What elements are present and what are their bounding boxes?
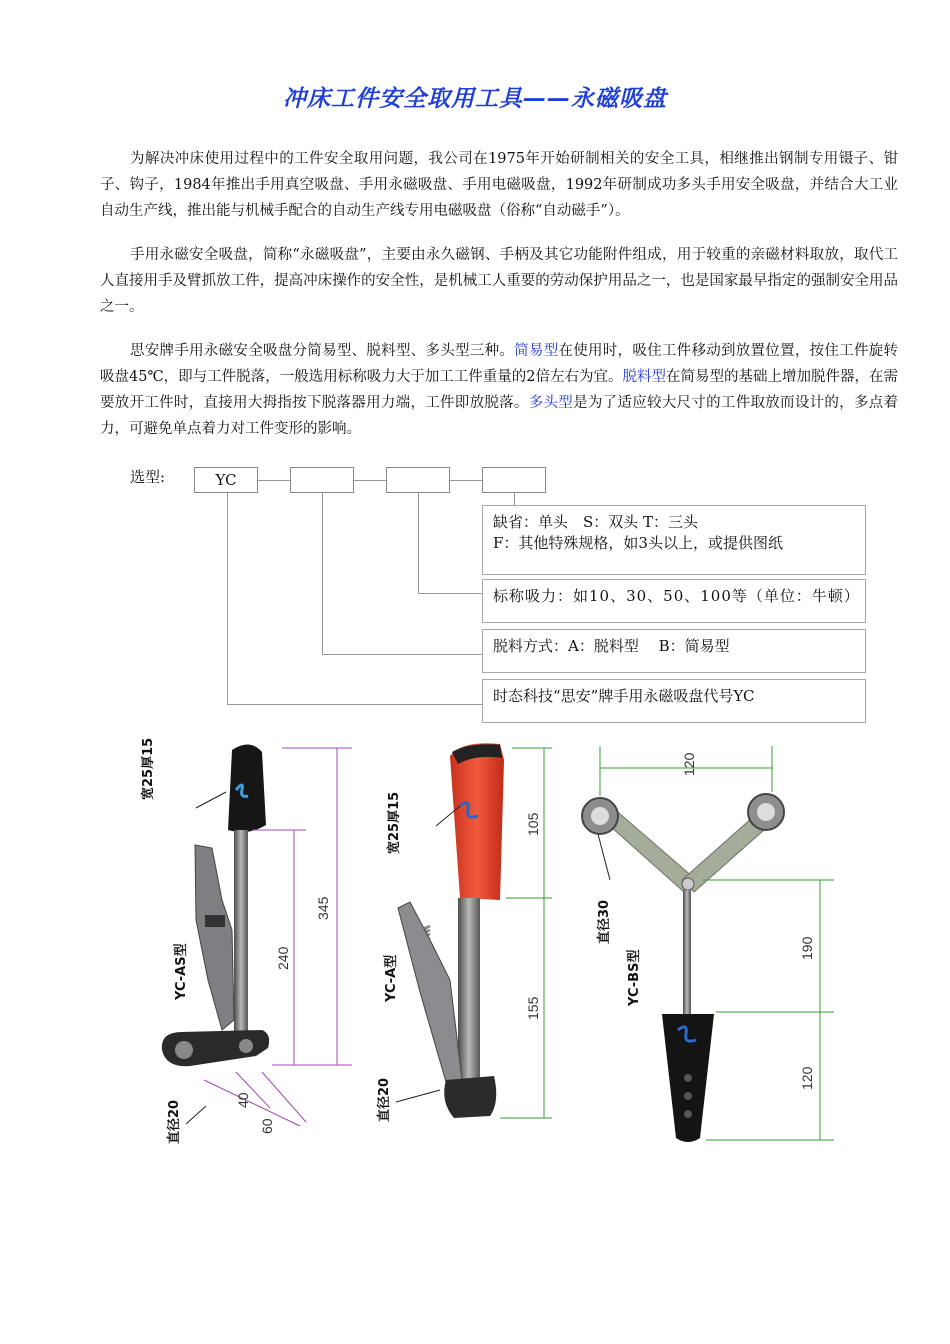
description-paragraph: 手用永磁安全吸盘，简称“永磁吸盘”，主要由永久磁钢、手柄及其它功能附件组成，用于较重的亲磁材料取放，取代工人直接用手及臂抓放工件，提高冲床操作的安全性，是机械工人重要的劳动保护用品之一，也是国家最早指定的强制安全用品之一。 <box>100 247 898 315</box>
a-model-label: YC-A型 <box>384 954 399 1002</box>
type-release-link[interactable]: 脱料型 <box>622 369 666 385</box>
bs-dim-120-top: 120 <box>681 752 697 776</box>
bs-model-label: YC-BS型 <box>627 949 642 1006</box>
bs-rod <box>683 890 691 1020</box>
connector-line <box>418 593 482 594</box>
figure-yc-as <box>140 738 352 1144</box>
as-dim-345: 345 <box>315 896 331 920</box>
as-dim-240: 240 <box>275 946 291 970</box>
figure-yc-a <box>376 743 552 1122</box>
as-handle-size-label: 宽25厚15 <box>141 737 156 800</box>
heads-description <box>482 505 866 575</box>
as-handle <box>228 744 266 832</box>
brand-description-text: 时态科技“思安”牌手用永磁吸盘代号YC <box>493 687 755 705</box>
connector-line <box>227 493 228 705</box>
connector-line <box>450 480 482 481</box>
type-multihead-link[interactable]: 多头型 <box>528 395 574 411</box>
connector-line <box>418 493 419 593</box>
connector-line <box>227 704 482 705</box>
a-dim-105: 105 <box>525 812 541 836</box>
type-release-text: 在简易型的基础上增加脱件器，在需要放开工件时，直接用大拇指按下脱落器用力端，工件即放脱落。 <box>100 369 899 411</box>
selection-label: 选型: <box>130 468 166 486</box>
connector-line <box>354 480 386 481</box>
a-handle-size-label: 宽25厚15 <box>387 791 402 854</box>
code-box-release <box>290 467 354 493</box>
heads-description-line1: 缺省：单头 S：双头 T：三头 <box>493 513 699 531</box>
type-simple-link[interactable]: 简易型 <box>514 343 559 359</box>
a-shaft <box>458 898 480 1088</box>
a-diameter-label: 直径20 <box>377 1077 392 1122</box>
connector-line <box>322 493 323 654</box>
figure-yc-bs <box>582 746 834 1142</box>
as-model-label: YC-AS型 <box>174 943 189 1000</box>
code-box-force <box>386 467 450 493</box>
heads-description-line2: F：其他特殊规格，如3头以上，或提供图纸 <box>493 534 783 552</box>
as-release-lever <box>195 845 234 1030</box>
as-shaft <box>234 830 248 1040</box>
release-description <box>482 629 866 673</box>
page-title: 冲床工件安全取用工具——永磁吸盘 <box>283 86 667 112</box>
type-multihead-text: 是为了适应较大尺寸的工件取放而设计的，多点着力，可避免单点着力对工件变形的影响。 <box>100 395 899 437</box>
a-magnet-foot <box>444 1076 496 1118</box>
types-intro: 思安牌手用永磁安全吸盘分简易型、脱料型、多头型三种。 <box>130 343 515 359</box>
type-simple-text: 在使用时，吸住工件移动到放置位置，按住工件旋转吸盘45℃，即与工件脱落，一般选用标称吸力大于加工工件重量的2倍左右为宜。 <box>100 343 899 385</box>
a-release-lever <box>398 902 462 1082</box>
product-figures <box>0 730 950 1160</box>
release-description-text: 脱料方式：A：脱料型 B：简易型 <box>493 637 730 655</box>
force-description-text: 标称吸力：如10、30、50、100等（单位：牛顿） <box>493 587 860 605</box>
as-dim-60: 60 <box>259 1118 275 1134</box>
connector-line <box>322 654 482 655</box>
connector-line <box>258 480 290 481</box>
code-box-yc: YC <box>194 467 258 493</box>
code-box-heads <box>482 467 546 493</box>
as-diameter-label: 直径20 <box>167 1099 182 1144</box>
types-paragraph <box>100 338 898 442</box>
bs-dim-120-bottom: 120 <box>799 1066 815 1090</box>
a-handle <box>450 743 504 900</box>
brand-description <box>482 679 866 723</box>
bs-dim-190: 190 <box>799 936 815 960</box>
intro-paragraph: 为解决冲床使用过程中的工件安全取用问题，我公司在1975年开始研制相关的安全工具，相继推出钢制专用镊子、钳子、钩子，1984年推出手用真空吸盘、手用永磁吸盘、手用电磁吸盘，1992年研制成功多头手用安全吸盘，并结合大工业自动生产线，推出能与机械手配合的自动生产线专用电磁吸盘（俗称“自动磁手”）。 <box>100 151 898 219</box>
connector-line <box>514 493 515 505</box>
a-dim-155: 155 <box>525 996 541 1020</box>
force-description <box>482 579 866 623</box>
as-dim-40: 40 <box>235 1092 251 1108</box>
bs-diameter-label: 直径30 <box>597 899 612 944</box>
